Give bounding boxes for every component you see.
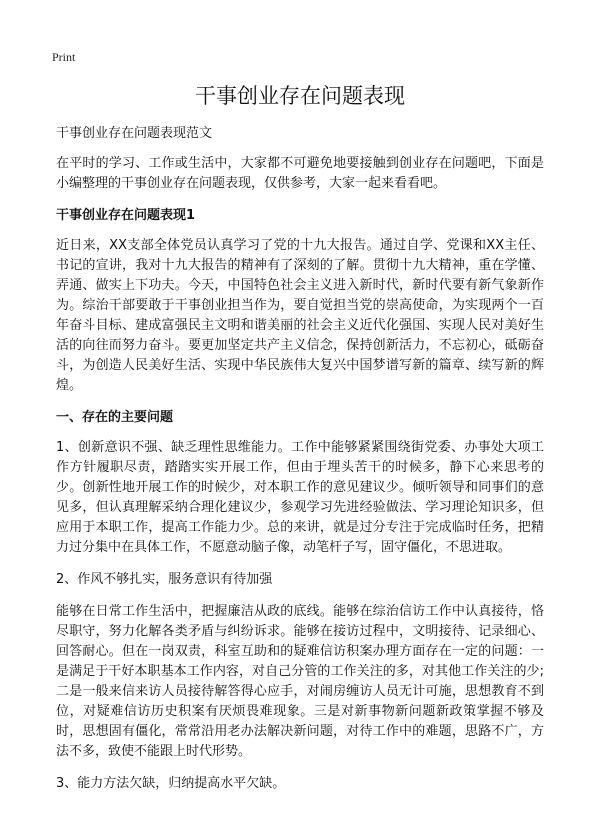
print-link[interactable]: Print bbox=[52, 50, 76, 64]
page-title: 干事创业存在问题表现 bbox=[195, 84, 405, 108]
article-subtitle: 干事创业存在问题表现范文 bbox=[56, 126, 213, 141]
intro-paragraph: 在平时的学习、工作或生活中，大家都不可避免地要接触到创业存在问题吧，下面是小编整理的干事创业存在问题表现，仅供参考，大家一起来看看吧。 bbox=[56, 156, 544, 191]
section-heading-problems: 一、存在的主要问题 bbox=[56, 410, 174, 425]
problem-item-2-body: 能够在日常工作生活中，把握廉洁从政的底线。能够在综治信访工作中认真接待，恪尽职守，努力化解各类矛盾与纠纷诉求。能够在接访过程中，文明接待、记录细心、回答耐心。但在一岗双责，科室互助和的疑难信访积案办理方面存在一定的问题：一是满足于干好本职基本工作内容，对自己分管的工作关注的多，对其他工作关注的少;二是一般来信来访人员接待解答得心应手，对闹房缠访人员无计可施，思想教育不到位，对疑难信访历史积案有厌烦畏难现象。三是对新事物新问题新政策掌握不够及时，思想固有僵化，常常沿用老办法解决新问题，对待工作中的难题，思路不广，方法不多，致使不能跟上时代形势。 bbox=[56, 604, 544, 759]
problem-item-1: 1、创新意识不强、缺乏理性思维能力。工作中能够紧紧围绕街党委、办事处大项工作方针履职尽责，踏踏实实开展工作，但由于埋头苦干的时候多，静下心来思考的少。创新性地开展工作的时候少，对本职工作的意见建议少。倾听领导和同事们的意见多，但认真理解采纳合理化建议少，参观学习先进经验做法、学习理论知识多，但应用于本职工作，提高工作能力少。总的来讲，就是过分专注于完成临时任务，把精力过分集中在具体工作，不愿意动脑子像，动笔杆子写，固守僵化，不思进取。 bbox=[56, 440, 544, 555]
section-heading-1: 干事创业存在问题表现1 bbox=[56, 208, 196, 223]
body-paragraph-1: 近日来，XX支部全体党员认真学习了党的十九大报告。通过自学、党课和XX主任、书记的宣讲，我对十九大报告的精神有了深刻的了解。贯彻十九大精神，重在学懂、弄通、做实上下功夫。今天，中国特色社会主义进入新时代，新时代要有新气象新作为。综治干部要敢于干事创业担当作为，要自觉担当党的崇高使命，为实现两个一百年奋斗目标、建成富强民主文明和谐美丽的社会主义近代化强国、实现人民对美好生活的向往而努力奋斗。要更加坚定共产主义信念，保持创新活力，不忘初心，砥砺奋斗，为创造人民美好生活、实现中华民族伟大复兴中国梦谱写新的篇章、续写新的辉煌。 bbox=[56, 238, 544, 393]
problem-item-3-heading: 3、能力方法欠缺，归纳提高水平欠缺。 bbox=[56, 776, 286, 791]
article-body bbox=[56, 124, 544, 806]
problem-item-2-heading: 2、作风不够扎实，服务意识有待加强 bbox=[56, 572, 273, 587]
